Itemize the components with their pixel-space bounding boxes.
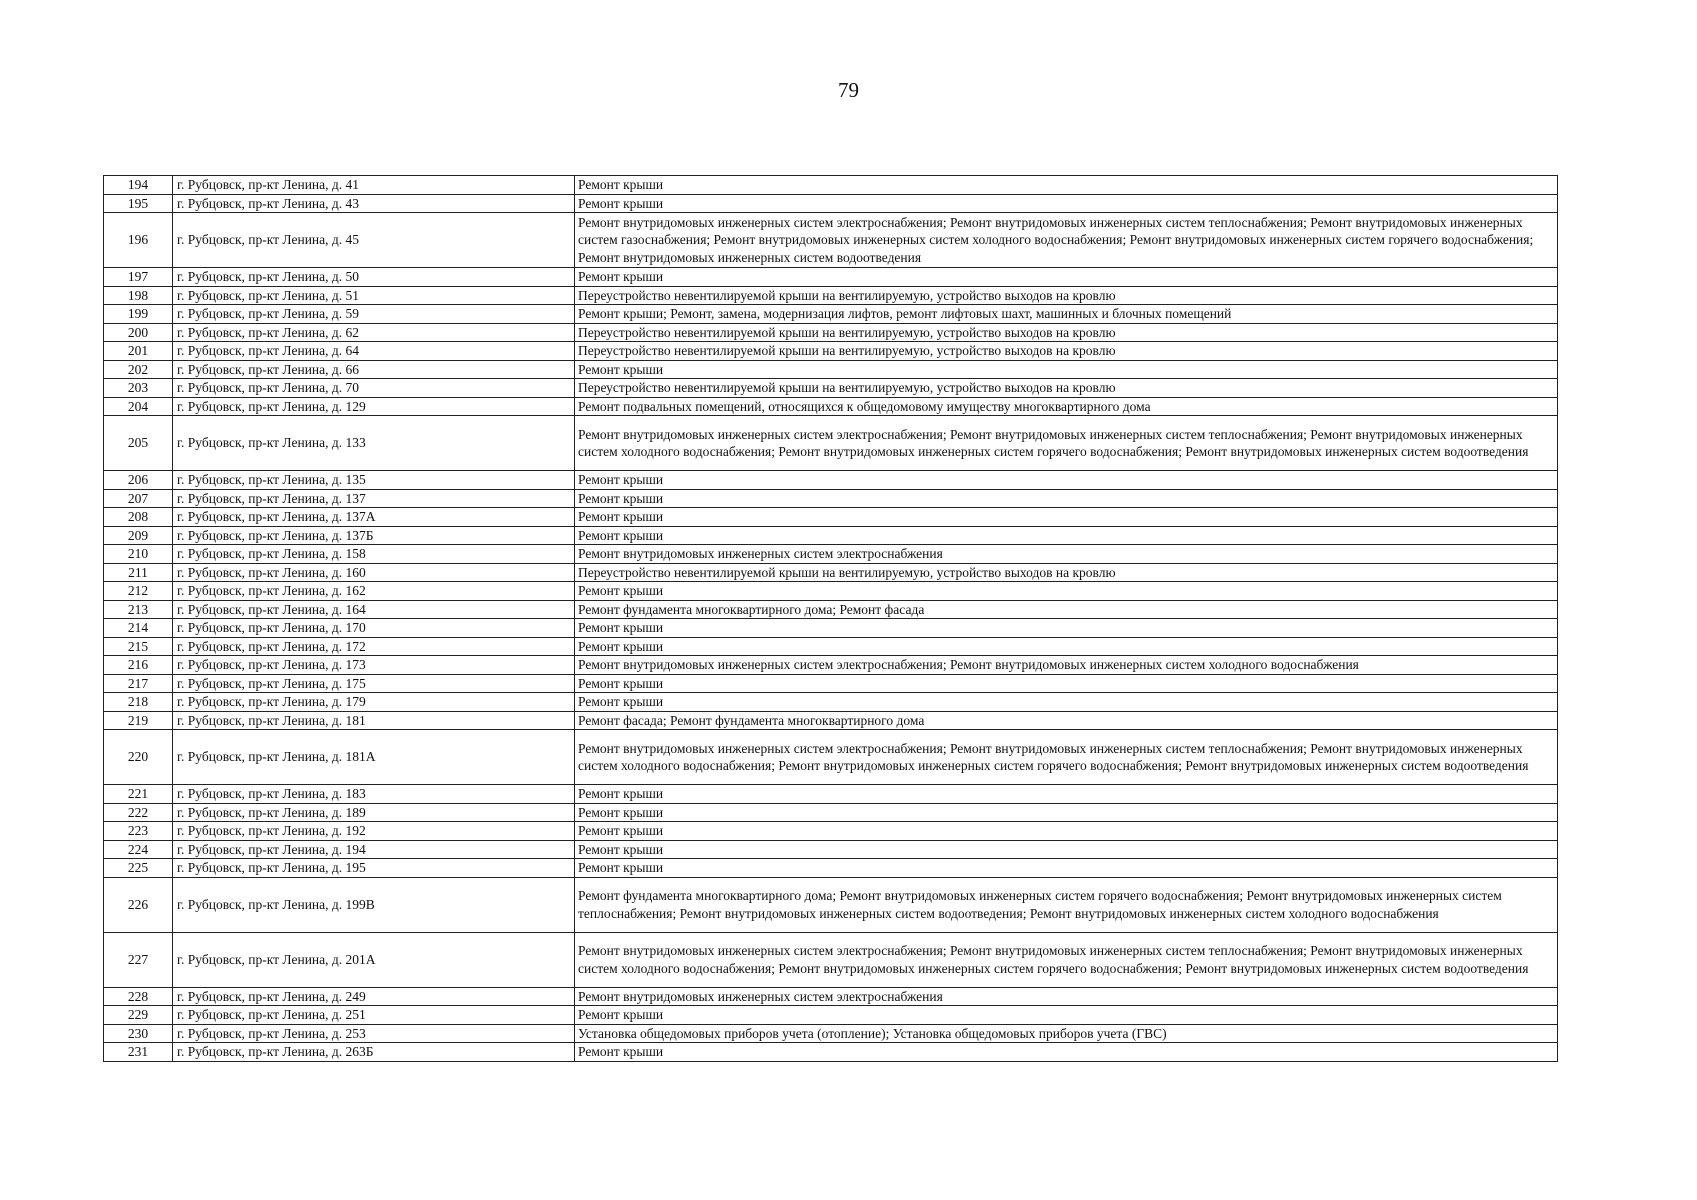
row-number-cell: 209 (104, 526, 173, 545)
address-cell: г. Рубцовск, пр-кт Ленина, д. 195 (173, 859, 575, 878)
table-row (104, 822, 1558, 841)
address-cell: г. Рубцовск, пр-кт Ленина, д. 43 (173, 194, 575, 213)
work-description-cell: Ремонт крыши; Ремонт, замена, модернизация лифтов, ремонт лифтовых шахт, машинных и блочных помещений (575, 305, 1558, 324)
row-number-cell: 214 (104, 619, 173, 638)
work-description-cell: Ремонт крыши (575, 489, 1558, 508)
table-row (104, 674, 1558, 693)
table-row (104, 877, 1558, 932)
table-row (104, 526, 1558, 545)
table-row (104, 397, 1558, 416)
table-row (104, 508, 1558, 527)
row-number-cell: 220 (104, 730, 173, 785)
work-description-cell: Ремонт фундамента многоквартирного дома; Ремонт фасада (575, 600, 1558, 619)
address-cell: г. Рубцовск, пр-кт Ленина, д. 70 (173, 379, 575, 398)
work-description-cell: Переустройство невентилируемой крыши на вентилируемую, устройство выходов на кровлю (575, 379, 1558, 398)
row-number-cell: 217 (104, 674, 173, 693)
address-cell: г. Рубцовск, пр-кт Ленина, д. 164 (173, 600, 575, 619)
work-description-cell: Ремонт крыши (575, 1043, 1558, 1062)
address-cell: г. Рубцовск, пр-кт Ленина, д. 183 (173, 785, 575, 804)
address-cell: г. Рубцовск, пр-кт Ленина, д. 137Б (173, 526, 575, 545)
work-description-cell: Переустройство невентилируемой крыши на вентилируемую, устройство выходов на кровлю (575, 342, 1558, 361)
table-row (104, 379, 1558, 398)
work-description-cell: Ремонт внутридомовых инженерных систем электроснабжения (575, 545, 1558, 564)
table-row (104, 563, 1558, 582)
table-row (104, 637, 1558, 656)
table-row (104, 194, 1558, 213)
table-row (104, 342, 1558, 361)
table-row (104, 1043, 1558, 1062)
address-cell: г. Рубцовск, пр-кт Ленина, д. 194 (173, 840, 575, 859)
work-description-cell: Ремонт крыши (575, 176, 1558, 195)
work-description-cell: Переустройство невентилируемой крыши на вентилируемую, устройство выходов на кровлю (575, 563, 1558, 582)
table-row (104, 840, 1558, 859)
address-cell: г. Рубцовск, пр-кт Ленина, д. 135 (173, 471, 575, 490)
work-description-cell: Ремонт внутридомовых инженерных систем электроснабжения; Ремонт внутридомовых инженерных систем теплоснабжения; Ремонт внутридомовых инженерных систем холодного водоснабжения; Ремонт внутридомовых инженерных систем горячего водоснабжения; Ремонт внутридомовых инженерных систем водоотведения (575, 416, 1558, 471)
row-number-cell: 201 (104, 342, 173, 361)
address-cell: г. Рубцовск, пр-кт Ленина, д. 199В (173, 877, 575, 932)
table-row (104, 859, 1558, 878)
work-description-cell: Ремонт крыши (575, 268, 1558, 287)
address-cell: г. Рубцовск, пр-кт Ленина, д. 175 (173, 674, 575, 693)
work-description-cell: Ремонт внутридомовых инженерных систем электроснабжения; Ремонт внутридомовых инженерных систем теплоснабжения; Ремонт внутридомовых инженерных систем газоснабжения; Ремонт внутридомовых инженерных систем холодного водоснабжения; Ремонт внутридомовых инженерных систем горячего водоснабжения; Ремонт внутридомовых инженерных систем водоотведения (575, 213, 1558, 268)
table-row (104, 600, 1558, 619)
row-number-cell: 226 (104, 877, 173, 932)
work-description-cell: Ремонт крыши (575, 693, 1558, 712)
row-number-cell: 212 (104, 582, 173, 601)
row-number-cell: 221 (104, 785, 173, 804)
work-description-cell: Ремонт крыши (575, 619, 1558, 638)
work-description-cell: Ремонт крыши (575, 194, 1558, 213)
row-number-cell: 196 (104, 213, 173, 268)
row-number-cell: 200 (104, 323, 173, 342)
row-number-cell: 224 (104, 840, 173, 859)
table-row (104, 730, 1558, 785)
work-description-cell: Ремонт крыши (575, 582, 1558, 601)
table-row (104, 711, 1558, 730)
address-cell: г. Рубцовск, пр-кт Ленина, д. 51 (173, 286, 575, 305)
address-cell: г. Рубцовск, пр-кт Ленина, д. 179 (173, 693, 575, 712)
row-number-cell: 218 (104, 693, 173, 712)
address-cell: г. Рубцовск, пр-кт Ленина, д. 129 (173, 397, 575, 416)
row-number-cell: 219 (104, 711, 173, 730)
work-description-cell: Ремонт крыши (575, 674, 1558, 693)
address-cell: г. Рубцовск, пр-кт Ленина, д. 137А (173, 508, 575, 527)
work-description-cell: Ремонт внутридомовых инженерных систем электроснабжения; Ремонт внутридомовых инженерных систем теплоснабжения; Ремонт внутридомовых инженерных систем холодного водоснабжения; Ремонт внутридомовых инженерных систем горячего водоснабжения; Ремонт внутридомовых инженерных систем водоотведения (575, 730, 1558, 785)
table-row (104, 416, 1558, 471)
row-number-cell: 205 (104, 416, 173, 471)
address-cell: г. Рубцовск, пр-кт Ленина, д. 263Б (173, 1043, 575, 1062)
table-row (104, 286, 1558, 305)
address-cell: г. Рубцовск, пр-кт Ленина, д. 249 (173, 987, 575, 1006)
row-number-cell: 195 (104, 194, 173, 213)
address-cell: г. Рубцовск, пр-кт Ленина, д. 172 (173, 637, 575, 656)
address-cell: г. Рубцовск, пр-кт Ленина, д. 59 (173, 305, 575, 324)
row-number-cell: 197 (104, 268, 173, 287)
row-number-cell: 194 (104, 176, 173, 195)
work-description-cell: Установка общедомовых приборов учета (отопление); Установка общедомовых приборов учета (ГВС) (575, 1024, 1558, 1043)
address-cell: г. Рубцовск, пр-кт Ленина, д. 158 (173, 545, 575, 564)
table-row (104, 656, 1558, 675)
table-row (104, 213, 1558, 268)
work-description-cell: Ремонт фасада; Ремонт фундамента многоквартирного дома (575, 711, 1558, 730)
table-row (104, 619, 1558, 638)
table-row (104, 932, 1558, 987)
row-number-cell: 211 (104, 563, 173, 582)
row-number-cell: 229 (104, 1006, 173, 1025)
table-row (104, 305, 1558, 324)
row-number-cell: 213 (104, 600, 173, 619)
row-number-cell: 216 (104, 656, 173, 675)
work-description-cell: Ремонт крыши (575, 859, 1558, 878)
address-cell: г. Рубцовск, пр-кт Ленина, д. 181 (173, 711, 575, 730)
row-number-cell: 225 (104, 859, 173, 878)
row-number-cell: 207 (104, 489, 173, 508)
work-description-cell: Ремонт крыши (575, 1006, 1558, 1025)
address-cell: г. Рубцовск, пр-кт Ленина, д. 133 (173, 416, 575, 471)
page-number: 79 (838, 78, 859, 102)
row-number-cell: 227 (104, 932, 173, 987)
address-cell: г. Рубцовск, пр-кт Ленина, д. 201А (173, 932, 575, 987)
row-number-cell: 203 (104, 379, 173, 398)
address-cell: г. Рубцовск, пр-кт Ленина, д. 137 (173, 489, 575, 508)
address-cell: г. Рубцовск, пр-кт Ленина, д. 62 (173, 323, 575, 342)
table-row (104, 176, 1558, 195)
address-works-table (103, 175, 1558, 1062)
table-row (104, 323, 1558, 342)
work-description-cell: Ремонт подвальных помещений, относящихся к общедомовому имуществу многоквартирного дома (575, 397, 1558, 416)
row-number-cell: 198 (104, 286, 173, 305)
row-number-cell: 222 (104, 803, 173, 822)
row-number-cell: 199 (104, 305, 173, 324)
address-cell: г. Рубцовск, пр-кт Ленина, д. 41 (173, 176, 575, 195)
row-number-cell: 215 (104, 637, 173, 656)
table-row (104, 489, 1558, 508)
address-cell: г. Рубцовск, пр-кт Ленина, д. 253 (173, 1024, 575, 1043)
work-description-cell: Ремонт внутридомовых инженерных систем электроснабжения (575, 987, 1558, 1006)
work-description-cell: Переустройство невентилируемой крыши на вентилируемую, устройство выходов на кровлю (575, 286, 1558, 305)
work-description-cell: Ремонт крыши (575, 803, 1558, 822)
table-row (104, 1006, 1558, 1025)
address-cell: г. Рубцовск, пр-кт Ленина, д. 162 (173, 582, 575, 601)
table-row (104, 803, 1558, 822)
work-description-cell: Ремонт крыши (575, 360, 1558, 379)
row-number-cell: 206 (104, 471, 173, 490)
address-cell: г. Рубцовск, пр-кт Ленина, д. 181А (173, 730, 575, 785)
address-cell: г. Рубцовск, пр-кт Ленина, д. 160 (173, 563, 575, 582)
row-number-cell: 208 (104, 508, 173, 527)
row-number-cell: 210 (104, 545, 173, 564)
table-row (104, 693, 1558, 712)
table-row (104, 360, 1558, 379)
table-body (104, 176, 1558, 1062)
work-description-cell: Ремонт крыши (575, 508, 1558, 527)
address-cell: г. Рубцовск, пр-кт Ленина, д. 192 (173, 822, 575, 841)
work-description-cell: Ремонт крыши (575, 637, 1558, 656)
table-row (104, 785, 1558, 804)
row-number-cell: 223 (104, 822, 173, 841)
address-cell: г. Рубцовск, пр-кт Ленина, д. 170 (173, 619, 575, 638)
address-cell: г. Рубцовск, пр-кт Ленина, д. 173 (173, 656, 575, 675)
work-description-cell: Ремонт внутридомовых инженерных систем электроснабжения; Ремонт внутридомовых инженерных систем теплоснабжения; Ремонт внутридомовых инженерных систем холодного водоснабжения; Ремонт внутридомовых инженерных систем горячего водоснабжения; Ремонт внутридомовых инженерных систем водоотведения (575, 932, 1558, 987)
work-description-cell: Ремонт крыши (575, 822, 1558, 841)
table-row (104, 582, 1558, 601)
row-number-cell: 202 (104, 360, 173, 379)
row-number-cell: 230 (104, 1024, 173, 1043)
work-description-cell: Переустройство невентилируемой крыши на вентилируемую, устройство выходов на кровлю (575, 323, 1558, 342)
work-description-cell: Ремонт крыши (575, 471, 1558, 490)
row-number-cell: 228 (104, 987, 173, 1006)
row-number-cell: 204 (104, 397, 173, 416)
address-cell: г. Рубцовск, пр-кт Ленина, д. 66 (173, 360, 575, 379)
address-cell: г. Рубцовск, пр-кт Ленина, д. 189 (173, 803, 575, 822)
work-description-cell: Ремонт внутридомовых инженерных систем электроснабжения; Ремонт внутридомовых инженерных систем холодного водоснабжения (575, 656, 1558, 675)
work-description-cell: Ремонт крыши (575, 840, 1558, 859)
address-cell: г. Рубцовск, пр-кт Ленина, д. 45 (173, 213, 575, 268)
address-cell: г. Рубцовск, пр-кт Ленина, д. 50 (173, 268, 575, 287)
address-cell: г. Рубцовск, пр-кт Ленина, д. 251 (173, 1006, 575, 1025)
table-row (104, 1024, 1558, 1043)
work-description-cell: Ремонт фундамента многоквартирного дома; Ремонт внутридомовых инженерных систем горячего водоснабжения; Ремонт внутридомовых инженерных систем теплоснабжения; Ремонт внутридомовых инженерных систем водоотведения; Ремонт внутридомовых инженерных систем холодного водоснабжения (575, 877, 1558, 932)
work-description-cell: Ремонт крыши (575, 526, 1558, 545)
address-cell: г. Рубцовск, пр-кт Ленина, д. 64 (173, 342, 575, 361)
table-row (104, 268, 1558, 287)
table-row (104, 471, 1558, 490)
row-number-cell: 231 (104, 1043, 173, 1062)
table-row (104, 545, 1558, 564)
work-description-cell: Ремонт крыши (575, 785, 1558, 804)
table-row (104, 987, 1558, 1006)
